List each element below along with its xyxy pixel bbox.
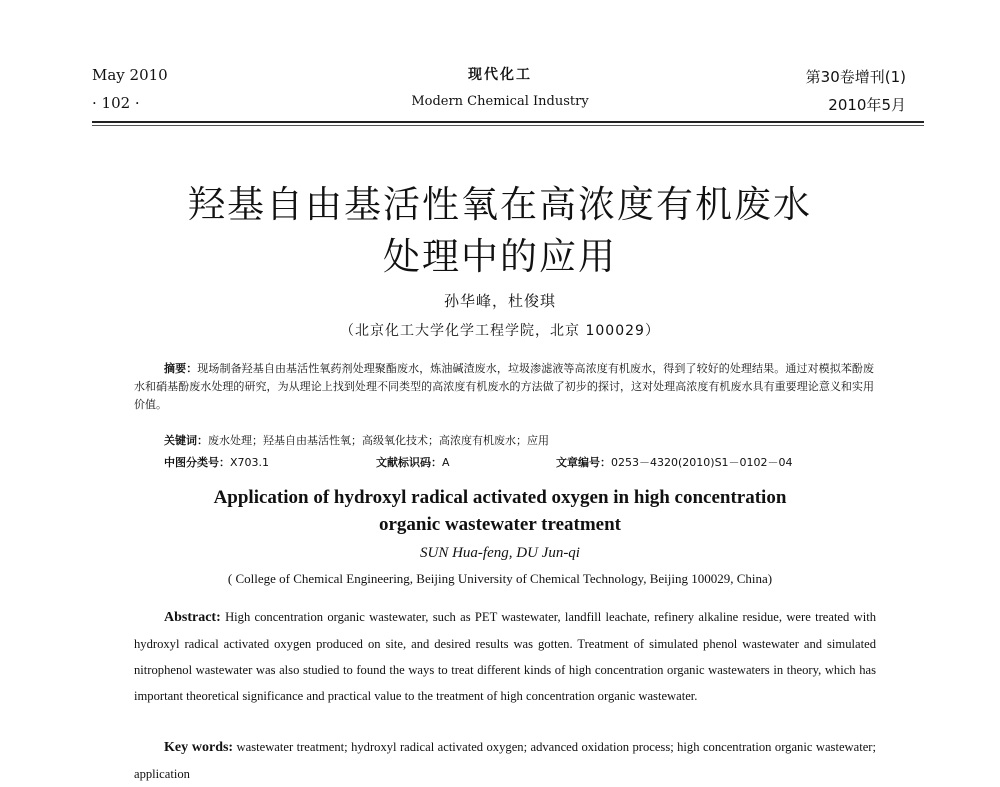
en-abstract bbox=[134, 604, 876, 709]
cn-abstract-label: 摘要： bbox=[164, 362, 198, 375]
article-no-field bbox=[556, 454, 793, 470]
en-title-line-2: organic wastewater treatment bbox=[379, 514, 621, 535]
header-date: May 2010 bbox=[92, 66, 168, 84]
cn-keywords-text: 废水处理；羟基自由基活性氧；高级氧化技术；高浓度有机废水；应用 bbox=[208, 434, 549, 447]
header-pub-date: 2010年5月 bbox=[828, 96, 906, 114]
clc-field bbox=[164, 454, 269, 470]
cn-keywords bbox=[164, 432, 549, 448]
cn-title-line-1: 羟基自由基活性氧在高浓度有机废水 bbox=[188, 183, 812, 226]
cn-keywords-label: 关键词： bbox=[164, 434, 208, 447]
cn-abstract bbox=[134, 360, 874, 414]
en-keywords bbox=[134, 734, 876, 787]
header-rule-thin bbox=[92, 125, 924, 126]
en-abstract-text: High concentration organic wastewater, such as PET wastewater, landfill leachate, refinery alkaline residue, were treated with hydroxyl radical activated oxygen produced on site, and desired results was gotten. Treatment of simulated phenol wastewater and simulated nitrophenol wastewater was also studied to found the ways to treat different kinds of high concentration organic wastewaters in theory, which has important theoretical significance and practical value to the treatment of high concentration organic wastewater. bbox=[134, 610, 876, 703]
doc-code-value: A bbox=[442, 456, 450, 469]
article-no-label: 文章编号： bbox=[556, 456, 611, 469]
cn-abstract-text: 现场制备羟基自由基活性氧药剂处理聚酯废水，炼油碱渣废水，垃圾渗滤液等高浓度有机废水，得到了较好的处理结果。通过对模拟苯酚废水和硝基酚废水处理的研究，为从理论上找到处理不同类型的高浓度有机废水的方法做了初步的探讨，这对处理高浓度有机废水具有重要理论意义和实用价值。 bbox=[134, 362, 875, 411]
doc-code-field bbox=[376, 454, 450, 470]
article-no-value: 0253－4320(2010)S1－0102－04 bbox=[611, 456, 793, 469]
cn-affiliation: （北京化工大学化学工程学院，北京 100029） bbox=[340, 323, 660, 339]
en-abstract-label: Abstract: bbox=[164, 610, 221, 625]
doc-code-label: 文献标识码： bbox=[376, 456, 442, 469]
en-keywords-label: Key words: bbox=[164, 740, 234, 755]
header-rule-thick bbox=[92, 121, 924, 123]
en-affiliation: ( College of Chemical Engineering, Beijing University of Chemical Technology, Beijing 100029, China) bbox=[227, 571, 773, 586]
clc-value: X703.1 bbox=[230, 456, 270, 469]
header-volume: 第30卷增刊(1) bbox=[805, 68, 906, 86]
header-journal-cn: 现代化工 bbox=[468, 67, 532, 83]
clc-label: 中图分类号： bbox=[164, 456, 230, 469]
cn-authors: 孙华峰，杜俊琪 bbox=[443, 292, 556, 310]
header-journal-en: Modern Chemical Industry bbox=[411, 94, 589, 109]
en-keywords-text: wastewater treatment; hydroxyl radical activated oxygen; advanced oxidation process; high concentration organic wastewater; application bbox=[134, 740, 876, 781]
header-page-number: · 102 · bbox=[92, 94, 140, 112]
en-authors: SUN Hua-feng, DU Jun-qi bbox=[420, 545, 580, 561]
cn-title-line-2: 处理中的应用 bbox=[383, 235, 617, 278]
en-title-line-1: Application of hydroxyl radical activated oxygen in high concentration bbox=[213, 487, 787, 508]
